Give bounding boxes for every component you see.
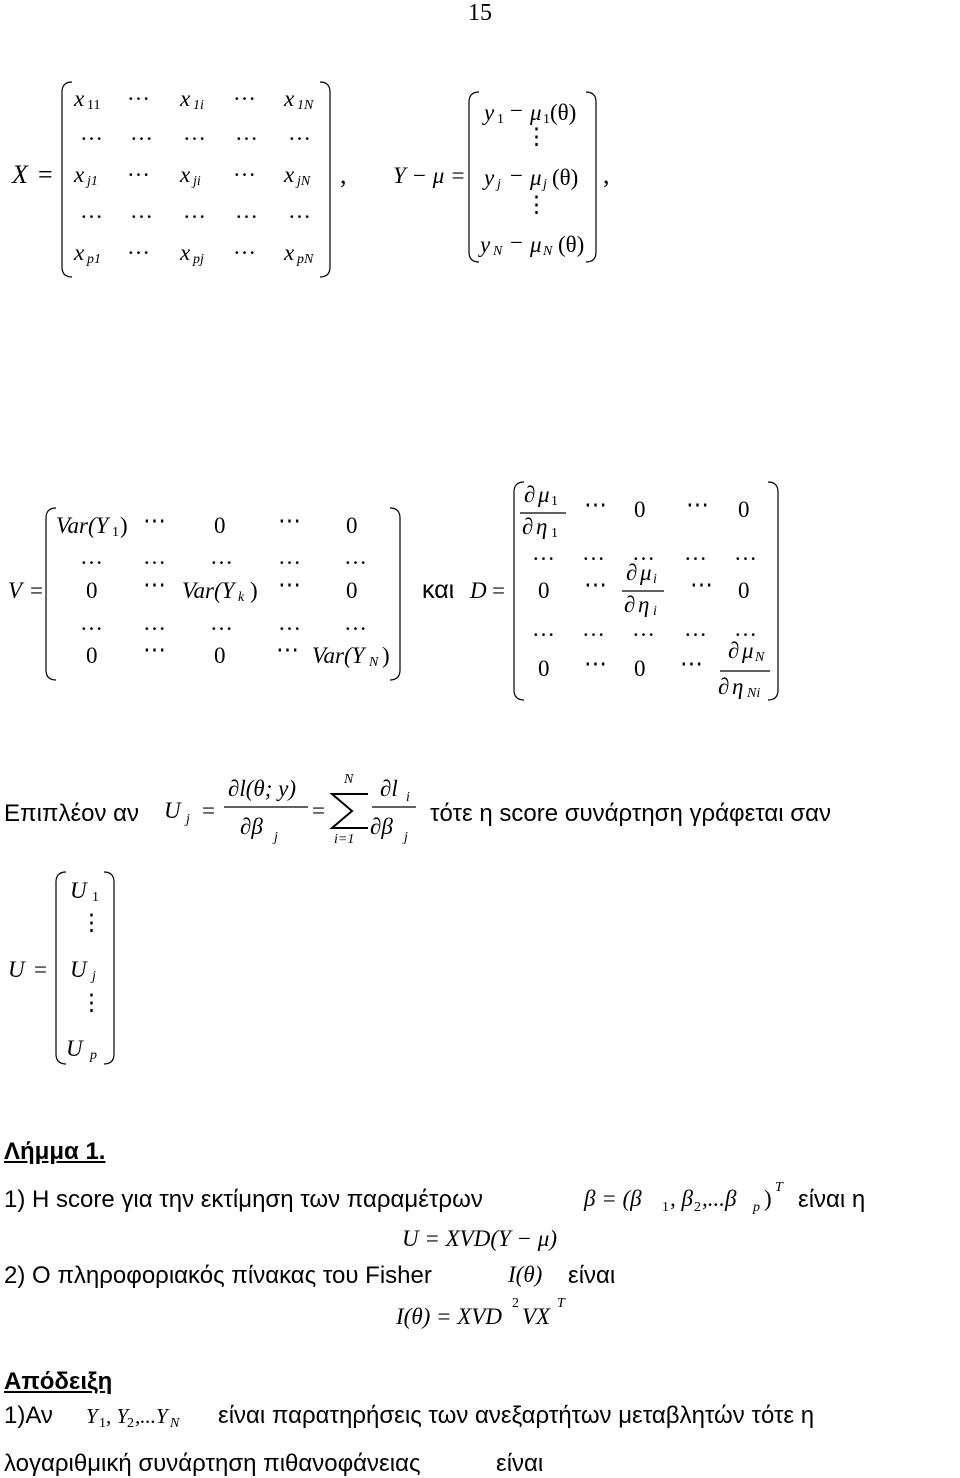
matrix-cell-dots: … [235, 120, 258, 145]
matrix-cell-sub: ji [193, 174, 201, 189]
matrix-cell-sub: p1 [87, 252, 101, 267]
matrix-cell-x: x [74, 86, 85, 111]
matrix-cell-x: x [180, 86, 191, 111]
score-formula: U = XVD(Y − μ) [402, 1226, 558, 1251]
lemma-item-2: 2) Ο πληροφοριακός πίνακας του Fisher [4, 1262, 432, 1289]
fraction-bar [372, 806, 416, 808]
kai-word: και [422, 576, 455, 604]
proof-line-1-prefix: 1)Αν [4, 1402, 53, 1429]
proof-line-1-rest: είναι παρατηρήσεις των ανεξαρτήτων μεταβλητών τότε η [218, 1402, 815, 1429]
matrix-cell-sub: 11 [87, 98, 101, 113]
matrix-cell-dots: … [80, 120, 103, 145]
matrix-cell-sub: 1N [297, 98, 314, 113]
matrix-x-equals: = [38, 160, 53, 189]
fraction-bar [720, 670, 770, 672]
matrix-cell-sub: pj [193, 252, 204, 267]
matrix-cell-dots: … [130, 120, 153, 145]
matrix-x-left-bracket [60, 82, 74, 277]
matrix-v-right-bracket [388, 508, 402, 680]
matrix-cell-sub: jN [297, 174, 311, 189]
matrix-cell-dots: … [233, 156, 256, 181]
matrix-cell-dots: … [233, 80, 256, 105]
matrix-v-lhs: V [8, 578, 23, 603]
vector-y-mu-left-bracket [467, 92, 481, 262]
matrix-cell-dots: … [183, 198, 206, 223]
then-text: τότε η score συνάρτηση γράφεται σαν [430, 800, 831, 827]
matrix-cell-dots: … [288, 198, 311, 223]
matrix-d-lhs: D [470, 578, 487, 603]
matrix-v-var: Var(Y [182, 578, 235, 603]
proof-line-2: λογαριθμική συνάρτηση πιθανοφάνειας [4, 1450, 421, 1477]
matrix-cell-x: x [284, 86, 295, 111]
vector-y-mu-vdots-1: ⋮ [525, 124, 548, 149]
matrix-cell-dots: … [127, 156, 150, 181]
matrix-cell-x: x [180, 240, 191, 265]
vector-y-mu-right-bracket [584, 92, 598, 262]
matrix-cell-sub: pN [297, 252, 314, 267]
matrix-x-comma: , [340, 160, 347, 189]
page-number: 15 [468, 0, 492, 26]
matrix-cell-dots: … [235, 198, 258, 223]
matrix-v-var: Var(Y [56, 513, 109, 538]
matrix-cell-x: x [74, 240, 85, 265]
matrix-d-equals: = [492, 578, 505, 603]
matrix-cell-dots: … [233, 234, 256, 259]
matrix-cell-dots: … [127, 80, 150, 105]
proof-line-2-end: είναι [496, 1450, 544, 1477]
uj-symbol: U [164, 798, 181, 823]
matrix-d-right-bracket [766, 482, 780, 700]
vector-y-mu-vdots-2: ⋮ [525, 192, 548, 217]
matrix-v-var: Var(Y [312, 643, 365, 668]
intro-text: Επιπλέον αν [4, 800, 140, 827]
matrix-cell-sub: 1i [193, 98, 204, 113]
matrix-cell-dots: … [288, 120, 311, 145]
score-vector-right-bracket [102, 872, 116, 1064]
matrix-cell-x: x [284, 240, 295, 265]
sigma-symbol [330, 792, 370, 830]
fraction-bar [224, 806, 308, 808]
matrix-cell-dots: … [183, 120, 206, 145]
matrix-x-right-bracket [318, 82, 332, 277]
matrix-v-equals: = [30, 578, 43, 603]
lemma-title: Λήμμα 1. [4, 1138, 106, 1165]
matrix-x-lhs: X [12, 160, 28, 189]
lemma-item-1-end: είναι η [798, 1186, 866, 1213]
proof-title: Απόδειξη [4, 1368, 113, 1395]
matrix-cell-x: x [284, 162, 295, 187]
vector-y-mu-comma: , [603, 160, 610, 189]
matrix-cell-x: x [74, 162, 85, 187]
matrix-cell-dots: … [80, 198, 103, 223]
lemma-item-2-end: είναι [568, 1262, 616, 1289]
matrix-cell-sub: j1 [87, 174, 98, 189]
vector-y-mu-lhs: Y − μ = [393, 163, 466, 188]
matrix-cell-dots: … [130, 198, 153, 223]
fisher-symbol: I(θ) [508, 1262, 543, 1287]
matrix-cell-x: x [180, 162, 191, 187]
matrix-cell-dots: … [127, 234, 150, 259]
score-vector-lhs: U [8, 957, 25, 982]
lemma-item-1: 1) Η score για την εκτίμηση των παραμέτρων [4, 1186, 483, 1213]
